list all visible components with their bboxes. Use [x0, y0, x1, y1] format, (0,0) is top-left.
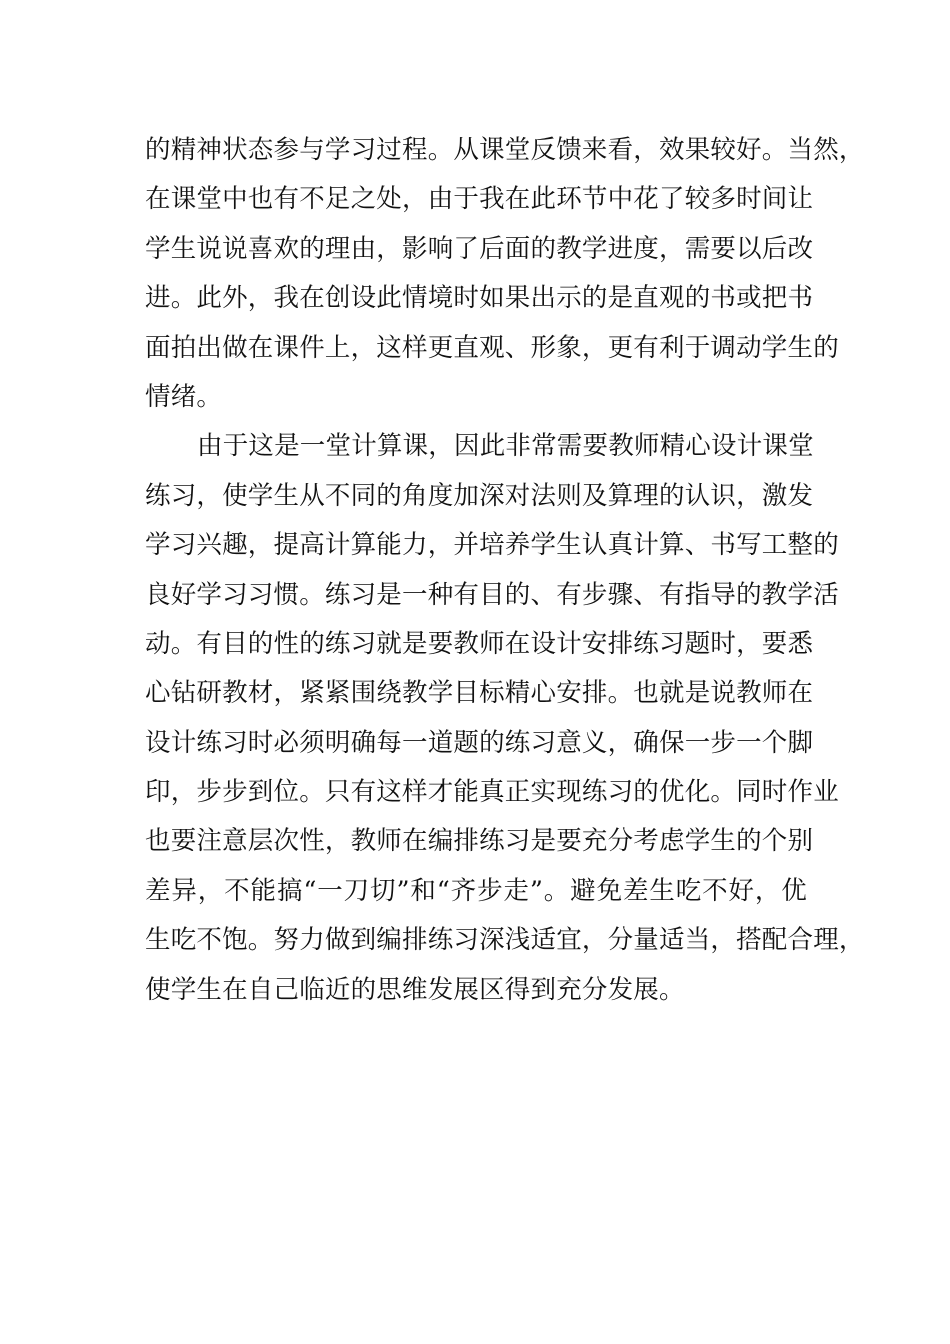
paragraph-line: 练习，使学生从不同的角度加深对法则及算理的认识，激发 [145, 480, 814, 511]
paragraph-line: 情绪。 [145, 381, 223, 412]
paragraph-line: 由于这是一堂计算课，因此非常需要教师精心设计课堂 [197, 431, 814, 462]
paragraph-line: 面拍出做在课件上，这样更直观、形象，更有利于调动学生的 [145, 332, 839, 363]
paragraph-line: 学习兴趣，提高计算能力，并培养学生认真计算、书写工整的 [145, 530, 839, 561]
paragraph-line: 心钻研教材，紧紧围绕教学目标精心安排。也就是说教师在 [145, 678, 814, 709]
document-body [145, 126, 865, 1015]
paragraph-line: 良好学习习惯。练习是一种有目的、有步骤、有指导的教学活 [145, 579, 839, 610]
paragraph-1 [145, 126, 865, 422]
paragraph-line: 印，步步到位。只有这样才能真正实现练习的优化。同时作业 [145, 777, 839, 808]
paragraph-line: 学生说说喜欢的理由，影响了后面的教学进度，需要以后改 [145, 233, 814, 264]
paragraph-line: 进。此外，我在创设此情境时如果出示的是直观的书或把书 [145, 283, 814, 314]
paragraph-line: 差异，不能搞“一刀切”和“齐步走”。避免差生吃不好，优 [145, 875, 807, 906]
paragraph-line: 生吃不饱。努力做到编排练习深浅适宜，分量适当，搭配合理， [145, 925, 865, 956]
paragraph-line: 动。有目的性的练习就是要教师在设计安排练习题时，要悉 [145, 628, 814, 659]
paragraph-line: 的精神状态参与学习过程。从课堂反馈来看，效果较好。当然， [145, 135, 865, 165]
paragraph-line: 在课堂中也有不足之处，由于我在此环节中花了较多时间让 [145, 184, 814, 215]
paragraph-line: 也要注意层次性，教师在编排练习是要充分考虑学生的个别 [145, 826, 814, 857]
paragraph-2 [145, 422, 865, 1015]
paragraph-line: 设计练习时必须明确每一道题的练习意义，确保一步一个脚 [145, 727, 814, 758]
paragraph-line: 使学生在自己临近的思维发展区得到充分发展。 [145, 974, 685, 1005]
